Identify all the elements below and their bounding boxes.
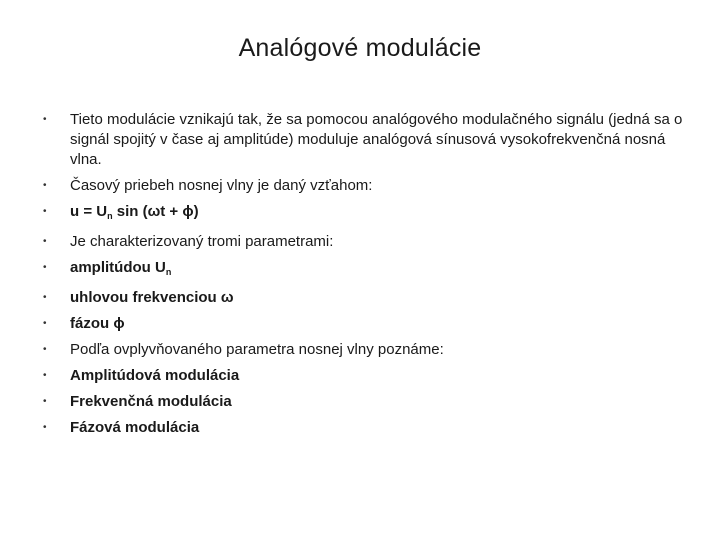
slide-title: Analógové modulácie: [238, 34, 482, 62]
bullet-text: Amplitúdová modulácia: [70, 367, 240, 384]
bullet-item: [38, 340, 688, 360]
formula-part: u = U: [70, 203, 108, 220]
bullet-dot-icon: •: [43, 396, 47, 407]
bullet-item: [38, 288, 688, 308]
bullet-text: uhlovou frekvenciou ω: [70, 289, 234, 306]
bullet-dot-icon: •: [43, 262, 47, 273]
bullet-dot-icon: •: [43, 370, 47, 381]
bullet-item: [38, 202, 688, 226]
bullet-item: [38, 258, 688, 282]
bullet-dot-icon: •: [43, 206, 47, 217]
amplitude-label: amplitúdou U: [70, 259, 166, 276]
bullet-dot-icon: •: [43, 236, 47, 247]
bullet-text: Je charakterizovaný tromi parametrami:: [70, 233, 334, 250]
bullet-text: Fázová modulácia: [70, 419, 200, 436]
bullet-dot-icon: •: [43, 114, 47, 125]
bullet-item: [38, 418, 688, 438]
bullet-text: Tieto modulácie vznikajú tak, že sa pomocou analógového modulačného signálu (jedná sa o signál spojitý v čase aj amplitúde) moduluje analógová sínusová vysokofrekvenčná nosná vlna.: [70, 111, 683, 168]
bullet-dot-icon: •: [43, 422, 47, 433]
bullet-list: [38, 110, 688, 444]
bullet-item: [38, 232, 688, 252]
bullet-text: fázou ϕ: [70, 315, 125, 332]
bullet-dot-icon: •: [43, 180, 47, 191]
bullet-dot-icon: •: [43, 318, 47, 329]
bullet-text: Časový priebeh nosnej vlny je daný vzťahom:: [70, 177, 373, 194]
formula-text: [70, 203, 199, 220]
bullet-text: [70, 259, 171, 276]
bullet-item: [38, 366, 688, 386]
formula-part: sin (ωt + ϕ): [112, 203, 199, 220]
bullet-item: [38, 110, 688, 170]
bullet-dot-icon: •: [43, 344, 47, 355]
bullet-item: [38, 392, 688, 412]
formula-subscript: n: [107, 211, 113, 221]
bullet-dot-icon: •: [43, 292, 47, 303]
bullet-text: Podľa ovplyvňovaného parametra nosnej vlny poznáme:: [70, 341, 444, 358]
bullet-text: Frekvenčná modulácia: [70, 393, 232, 410]
bullet-item: [38, 314, 688, 334]
bullet-item: [38, 176, 688, 196]
amplitude-subscript: n: [165, 267, 172, 277]
